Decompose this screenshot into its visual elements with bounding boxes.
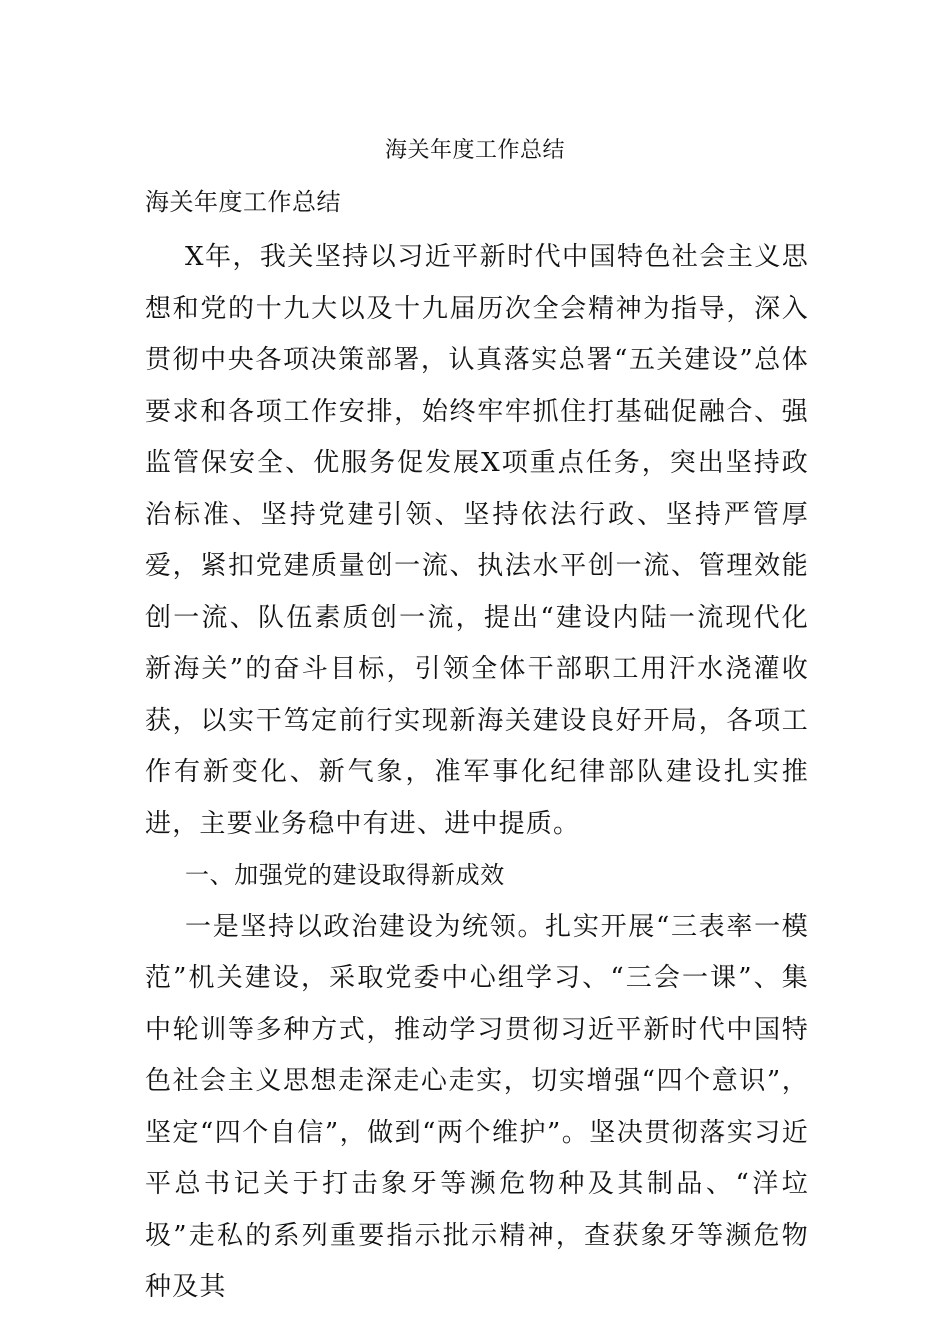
page-title: 海关年度工作总结: [384, 138, 565, 163]
document-body: [145, 180, 809, 1314]
document-subtitle: 海关年度工作总结: [145, 188, 341, 216]
section-heading: 一、加强党的建设取得新成效: [185, 861, 505, 889]
intro-paragraph: X年，我关坚持以习近平新时代中国特色社会主义思想和党的十九大以及十九届历次全会精神为指导，深入贯彻中央各项决策部署，认真落实总署“五关建设”总体要求和各项工作安排，始终牢牢抓住打基础促融合、强监管保安全、优服务促发展X项重点任务，突出坚持政治标准、坚持党建引领、坚持依法行政、坚持严管厚爱，紧扣党建质量创一流、执法水平创一流、管理效能创一流、队伍素质创一流，提出“建设内陆一流现代化新海关”的奋斗目标，引领全体干部职工用汗水浇灌收获，以实干笃定前行实现新海关建设良好开局，各项工作有新变化、新气象，准军事化纪律部队建设扎实推进，主要业务稳中有进、进中提质。: [145, 242, 809, 839]
section-paragraph: 一是坚持以政治建设为统领。扎实开展“三表率一模范”机关建设，采取党委中心组学习、“三会一课”、集中轮训等多种方式，推动学习贯彻习近平新时代中国特色社会主义思想走深走心走实，切实增强“四个意识”，坚定“四个自信”，做到“两个维护”。坚决贯彻落实习近平总书记关于打击象牙等濒危物种及其制品、“洋垃圾”走私的系列重要指示批示精神，查获象牙等濒危物种及其: [145, 911, 809, 1302]
